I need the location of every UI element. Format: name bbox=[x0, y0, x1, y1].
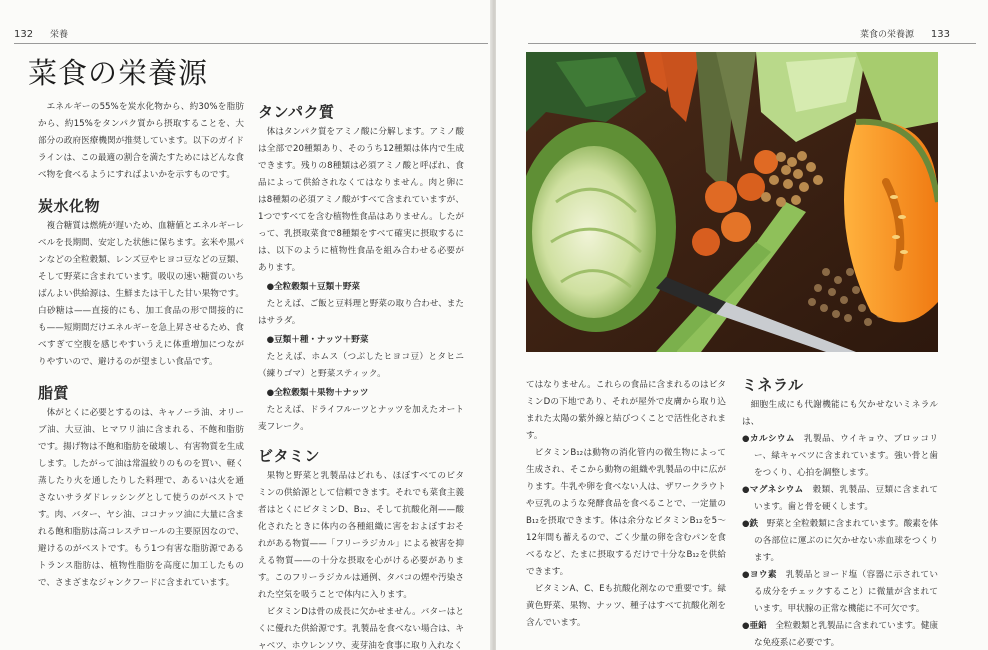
right-folio bbox=[860, 27, 950, 40]
combo-desc: たとえば、ホムス（つぶしたヒヨコ豆）とタヒニ（練りゴマ）と野菜スティック。 bbox=[258, 352, 464, 379]
mineral-intro: 細胞生成にも代謝機能にも欠かせないミネラルは、 bbox=[742, 400, 938, 427]
mineral-heading: ミネラル bbox=[742, 376, 804, 394]
carb-body: 複合糖質は燃焼が遅いため、血糖値とエネルギーレベルを長期間、安定した状態に保ちます。玄米や黒パンなどの全粒穀類、レンズ豆やヒヨコ豆などの豆類、そして野菜に含まれています。吸収の速い糖質のいちばんよい供給源は、生鮮または干した甘い果物です。白砂糖は——直接的にも、加工食品の形で間接的にも——短期間だけエネルギーを急上昇させるため、食べすぎて空腹を感じやすいうえに体重増加につながりやすいので、避けるのが望ましい食品です。 bbox=[38, 221, 244, 367]
fat-heading: 脂質 bbox=[38, 384, 70, 402]
intro-paragraph: エネルギーの55%を炭水化物から、約30%を脂肪から、約15%をタンパク質から摂取することを、大部分の政府医療機関が推奨しています。以下のガイドラインは、この最適の割合を満たすためにはどんな食べ物を食べるようにすればよいかを示すものです。 bbox=[38, 102, 244, 180]
running-head-right: 菜食の栄養源 bbox=[860, 30, 915, 40]
mineral-name: ●ヨウ素 bbox=[742, 570, 777, 580]
vegetables-photo bbox=[526, 52, 938, 352]
combo-item bbox=[258, 385, 464, 436]
header-rule-right bbox=[528, 43, 976, 44]
protein-combo-list bbox=[258, 279, 464, 436]
combo-item bbox=[258, 279, 464, 330]
page-number-right: 133 bbox=[930, 29, 950, 40]
header-rule-left bbox=[14, 43, 488, 44]
combo-head: ●全粒穀類＋豆類＋野菜 bbox=[266, 282, 361, 292]
combo-head: ●豆類＋種・ナッツ＋野菜 bbox=[266, 335, 369, 345]
left-column-1 bbox=[38, 99, 244, 592]
vitamin-cont-2: ビタミンB₁₂は動物の消化管内の微生物によって生成され、そこから動物の組織や乳製品の中に広がります。牛乳や卵を食べない人は、ザワークラウトや豆乳のような発酵食品を食べることで、一定量のB₁₂を摂取できます。体は余分なビタミンB₁₂を5～12年間も蓄えるので、ごく少量の卵を含むパンを食べるなど、たまに摂取するだけで十分なB₁₂を供給できます。 bbox=[526, 448, 726, 577]
mineral-item bbox=[742, 567, 938, 618]
combo-head: ●全粒穀類＋果物＋ナッツ bbox=[266, 388, 369, 398]
mineral-item bbox=[742, 516, 938, 567]
protein-body: 体はタンパク質をアミノ酸に分解します。アミノ酸は全部で20種類あり、そのうち12種類は体内で生成できます。残りの8種類は必須アミノ酸と呼ばれ、食品によって供給されなくてはなりません。肉と卵には8種類の必須アミノ酸がすべて含まれていますが、1つですべてを含む植物性食品はありません。したがって、乳摂取菜食で8種類をすべて確実に摂取するには、以下のように植物性食品を組み合わせる必要があります。 bbox=[258, 127, 464, 273]
right-page bbox=[496, 0, 988, 650]
vitamin-cont-3: ビタミンA、C、Eも抗酸化剤なので重要です。緑黄色野菜、果物、ナッツ、種子はすべて抗酸化剤を含んでいます。 bbox=[526, 584, 726, 628]
left-column-2 bbox=[258, 102, 464, 650]
mineral-item bbox=[742, 431, 938, 482]
fat-body: 体がとくに必要とするのは、キャノーラ油、オリーブ油、大豆油、ヒマワリ油に含まれる、不飽和脂肪です。揚げ物は不飽和脂肪を破壊し、有害物質を生成します。したがって油は常温絞りのものを買い、軽く蒸したり火を通したりした料理で、あるいは火を通さないサラダドレッシングとして使うのがベストです。肉、バター、ヤシ油、ココナッツ油に大量に含まれる飽和脂肪は高コレステロールの主要原因なので、避けるのがベストです。もう1つ有害な脂肪源であるトランス脂肪は、植物性脂肪を高度に加工したもので、さまざまなジャンクフードに含まれています。 bbox=[38, 408, 244, 588]
right-column-2 bbox=[742, 375, 938, 650]
page-title: 菜食の栄養源 bbox=[28, 56, 209, 90]
mineral-item bbox=[742, 618, 938, 650]
vitamin-heading: ビタミン bbox=[258, 447, 321, 465]
vitamin-body-1: 果物と野菜と乳製品はどれも、ほぼすべてのビタミンの供給源として信頼できます。それでも菜食主義者はとくにビタミンD、B₁₂、そして抗酸化剤——酸化されたときに体内の各種組織に害をおよぼすおそれがある物質——「フリーラジカル」による被害を抑える物質——の十分な摂取を心がける必要があります。このフリーラジカルは通例、タバコの煙や汚染された空気を吸うことで体内に入ります。 bbox=[258, 471, 464, 600]
carb-heading: 炭水化物 bbox=[38, 197, 101, 215]
vitamin-body-2: ビタミンDは骨の成長に欠かせません。バターはとくに優れた供給源です。乳製品を食べない場合は、キャベツ、ホウレンソウ、麦芽油を食事に取り入れなく bbox=[258, 607, 464, 650]
mineral-desc: 乳製品とヨード塩（容器に示されている成分をチェックすること）に微量が含まれています。甲状腺の正常な機能に不可欠です。 bbox=[754, 570, 938, 614]
mineral-item bbox=[742, 482, 938, 516]
running-head-left: 栄養 bbox=[49, 30, 68, 40]
mineral-desc: 穀類、乳製品、豆類に含まれています。歯と骨を硬くします。 bbox=[754, 485, 938, 512]
right-column-1 bbox=[526, 377, 726, 632]
left-folio bbox=[14, 27, 68, 40]
mineral-name: ●マグネシウム bbox=[742, 485, 804, 495]
protein-heading: タンパク質 bbox=[258, 103, 335, 121]
mineral-desc: 乳製品、ウイキョウ、ブロッコリー、緑キャベツに含まれています。強い骨と歯をつくり、心拍を調整します。 bbox=[754, 434, 938, 478]
left-page bbox=[0, 0, 492, 650]
mineral-name: ●鉄 bbox=[742, 519, 759, 529]
combo-item bbox=[258, 332, 464, 383]
page-number-left: 132 bbox=[14, 29, 34, 40]
mineral-name: ●亜鉛 bbox=[742, 621, 767, 631]
vitamin-cont-1: てはなりません。これらの食品に含まれるのはビタミンDの下地であり、それが屋外で皮膚から取り込まれた太陽の紫外線と結びつくことで活性化されます。 bbox=[526, 380, 726, 441]
mineral-name: ●カルシウム bbox=[742, 434, 795, 444]
combo-desc: たとえば、ご飯と豆料理と野菜の取り合わせ、またはサラダ。 bbox=[258, 299, 464, 326]
combo-desc: たとえば、ドライフルーツとナッツを加えたオート麦フレーク。 bbox=[258, 405, 464, 432]
mineral-desc: 全粒穀類と乳製品に含まれています。健康な免疫系に必要です。 bbox=[754, 621, 938, 648]
mineral-desc: 野菜と全粒穀類に含まれています。酸素を体の各部位に運ぶのに欠かせない赤血球をつくります。 bbox=[754, 519, 938, 563]
